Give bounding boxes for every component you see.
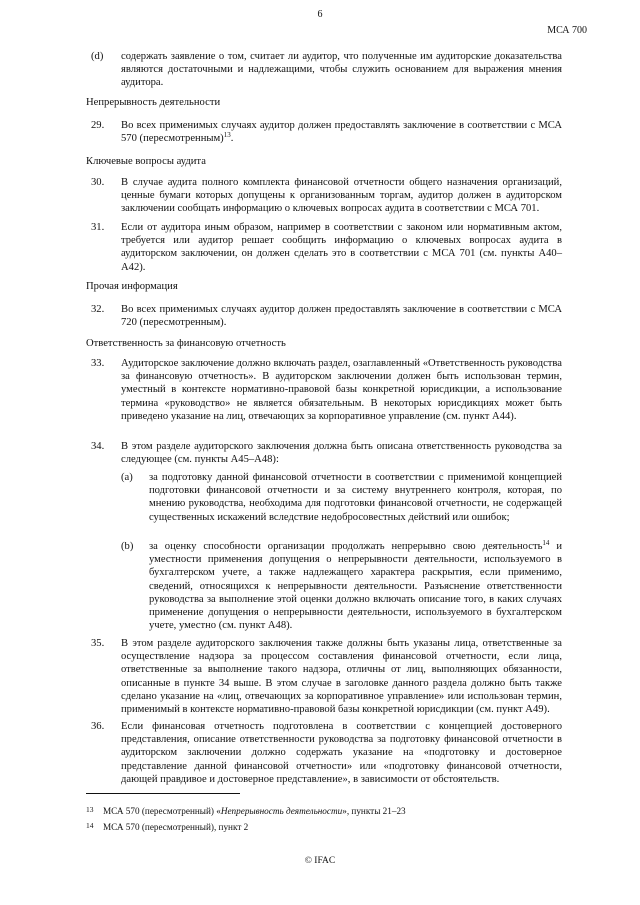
paragraph-30-number: 30.: [91, 177, 105, 188]
section-heading-responsibility: Ответственность за финансовую отчетность: [86, 338, 286, 349]
item-d-letter: (d): [91, 51, 104, 62]
section-heading-going-concern: Непрерывность деятельности: [86, 97, 221, 108]
paragraph-36: Если финансовая отчетность подготовлена в соответствии с концепцией достоверного представления, описание ответственности руководства за подготовку финансовой отчетности в аудиторском заключении должно содержать указание на «подготовку и достоверное представление данной финансовой отчетности» или «подготовку финансовой отчетности, дающей правдивое и достоверное представление», в зависимости от обстоятельств.: [121, 721, 562, 785]
item-34a-letter: (a): [121, 472, 133, 483]
footnote-13-number: 13: [86, 805, 94, 814]
item-34b-text-2: и уместности применения допущения о непрерывности деятельности, используемого в бухгалтерском учете, а также надлежащего характера раскрытия, если применимо, сведений, относящихся к непрерывности деятельности. Разъяснение ответственности руководства за выполнение этой оценки должно включать описание того, в каких случаях применение допущения о непрерывности деятельности, используемого в бухгалтерском учете, уместно (см. пункт А48).: [149, 541, 562, 632]
paragraph-34: В этом разделе аудиторского заключения должна быть описана ответственность руководства за следующее (см. пункты А45–А48):: [121, 441, 562, 466]
footnote-ref-13[interactable]: 13: [223, 131, 231, 140]
paragraph-35-number: 35.: [91, 638, 105, 649]
paragraph-29-text: Во всех применимых случаях аудитор должен предоставлять заключение в соответствии с МСА 570 (пересмотренным): [121, 120, 562, 145]
paragraph-33: Аудиторское заключение должно включать раздел, озаглавленный «Ответственность руководства за финансовую отчетность». В аудиторском заключении должен быть использован термин, уместный в контексте нормативно-правовой базы конкретной юрисдикции, а использование термина «руководство» не является обязательным. В некоторых юрисдикциях может быть приведено указание на лиц, отвечающих за корпоративное управление (см. пункт А44).: [121, 358, 562, 422]
paragraph-32: Во всех применимых случаях аудитор должен предоставлять заключение в соответствии с МСА 720 (пересмотренным).: [121, 304, 562, 329]
paragraph-36-number: 36.: [91, 721, 105, 732]
footnote-14-text: МСА 570 (пересмотренный), пункт 2: [103, 822, 249, 832]
footnote-13-italic: Непрерывность деятельности: [220, 806, 343, 816]
footnote-separator: [86, 793, 240, 794]
paragraph-29: [121, 119, 562, 145]
paragraph-31: Если от аудитора иным образом, например в соответствии с законом или нормативным актом, требуется или аудитор решает сообщить информацию о ключевых вопросах аудита в аудиторском заключении, он должен сделать это в соответствии с МСА 701 (см. пункты А40–А42).: [121, 222, 562, 273]
item-34b-text-1: за оценку способности организации продолжать непрерывно свою деятельность: [149, 541, 543, 552]
paragraph-32-number: 32.: [91, 304, 105, 315]
paragraph-34-number: 34.: [91, 441, 105, 452]
item-34b-letter: (b): [121, 541, 134, 552]
paragraph-35: В этом разделе аудиторского заключения также должны быть указаны лица, ответственные за осуществление надзора за процессом составления финансовой отчетности, если лица, ответственные за выполнение такого надзора, отличны от лиц, выполняющих обязанности, описанные в пункте 34 выше. В этом случае в заголовке данного раздела должно быть также сделано указание на «лиц, отвечающих за корпоративное управление» или использован термин, применимый в контексте нормативно-правовой базы конкретной юрисдикции (см. пункт А49).: [121, 638, 562, 716]
page-number: 6: [317, 9, 323, 20]
section-heading-kam: Ключевые вопросы аудита: [86, 156, 206, 167]
paragraph-33-number: 33.: [91, 358, 105, 369]
footnote-ref-14[interactable]: 14: [542, 539, 550, 547]
footnote-13-text: [103, 805, 406, 818]
item-34b: [149, 540, 562, 632]
paragraph-29-number: 29.: [91, 120, 105, 131]
footnote-13-post: », пункты 21–23: [342, 806, 406, 816]
paragraph-30: В случае аудита полного комплекта финансовой отчетности общего назначения организаций, ценные бумаги которых допущены к организованным торгам, аудитор должен в аудиторском заключении сообщать информацию о ключевых вопросах аудита в соответствии с МСА 701.: [121, 177, 562, 215]
footnote-14-number: 14: [86, 821, 94, 830]
section-heading-other-info: Прочая информация: [86, 281, 178, 292]
paragraph-31-number: 31.: [91, 222, 105, 233]
footnote-13-pre: МСА 570 (пересмотренный) «: [103, 806, 221, 816]
paragraph-29-end: .: [230, 133, 234, 145]
footer-copyright: © IFAC: [304, 856, 336, 866]
item-d-text: содержать заявление о том, считает ли аудитор, что полученные им аудиторские доказательства являются достаточными и надлежащими, чтобы служить основанием для выражения мнения аудитора.: [121, 51, 562, 89]
document-code: МСА 700: [547, 25, 587, 36]
item-34a-text: за подготовку данной финансовой отчетности в соответствии с применимой концепцией подготовки финансовой отчетности и за систему внутреннего контроля, которая, по мнению руководства, необходима для подготовки финансовой отчетности, не содержащей существенных искажений вследствие недобросовестных действий или ошибок;: [149, 472, 562, 523]
